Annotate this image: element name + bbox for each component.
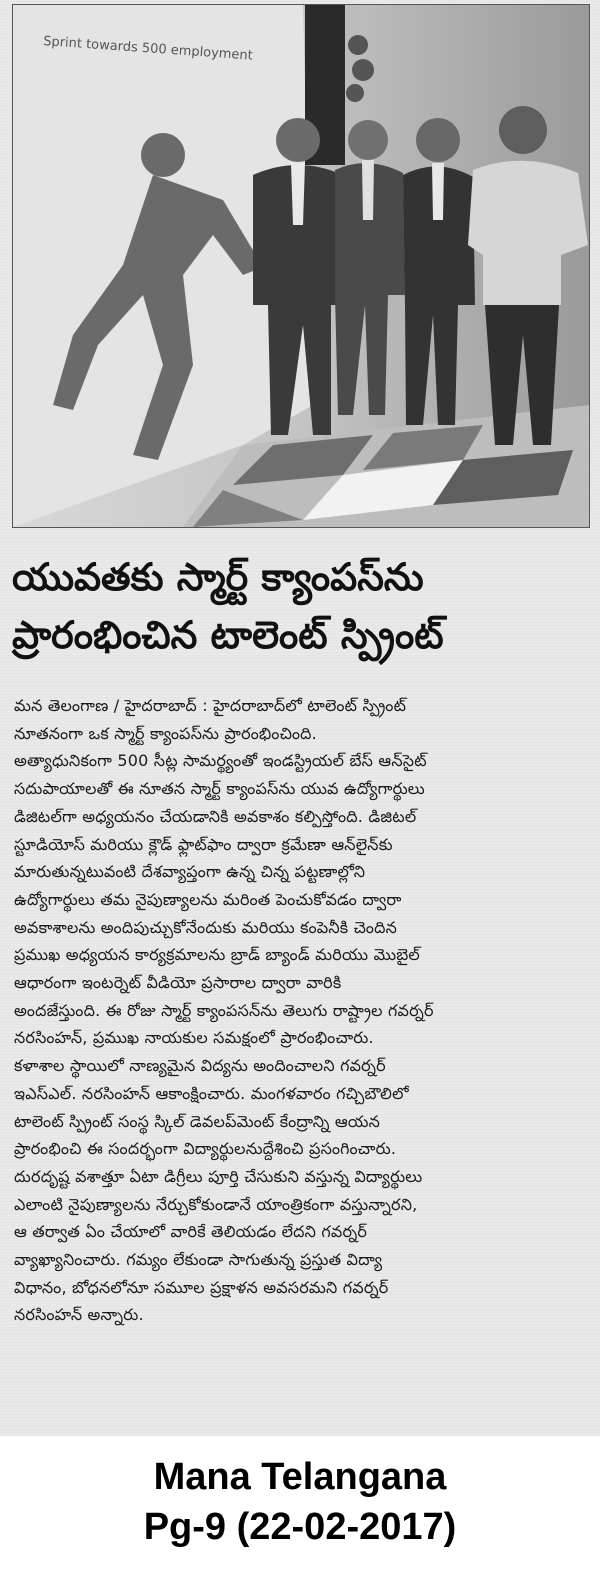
article-line: అత్యాధునికంగా 500 సీట్ల సామర్థ్యంతో ఇండస్ట్రియల్ బేస్ ఆన్‌సైట్ <box>14 751 427 771</box>
poster-text: Sprint towards 500 employment <box>42 34 254 64</box>
article-line: టాలెంట్ స్ప్రింట్ సంస్థ స్కిల్ డెవలప్‌మెంట్ కేంద్రాన్ని ఆయన <box>14 1111 381 1131</box>
article-line: కళాశాల స్థాయిలో నాణ్యమైన విద్యను అందించాలని గవర్నర్ <box>14 1056 386 1076</box>
article-line: ప్రముఖ అధ్యయన కార్యక్రమాలను బ్రాడ్ బ్యాండ్ మరియు మొబైల్ <box>14 945 420 965</box>
photo-illustration <box>13 5 589 527</box>
article-line: దురదృష్ట వశాత్తూ ఏటా డిగ్రీలు పూర్తి చేసుకుని వస్తున్న విద్యార్థులు <box>14 1166 423 1186</box>
headline <box>12 548 588 664</box>
article-line: ప్రారంభించి ఈ సందర్భంగా విద్యార్థులనుద్దేశించి ప్రసంగించారు. <box>14 1139 397 1159</box>
article-line: మారుతున్నటువంటి దేశవ్యాప్తంగా ఉన్న చిన్న పట్టణాల్లోని <box>14 862 366 882</box>
headline-line-1: యువతకు స్మార్ట్ క్యాంపస్‌ను <box>12 555 424 599</box>
source-caption <box>0 1452 600 1552</box>
article-line: డిజిటల్‌గా అధ్యయనం చేయడానికి అవకాశం కల్పిస్తోంది. డిజిటల్ <box>14 806 417 826</box>
article-line: ఆధారంగా ఇంటర్నెట్ వీడియో ప్రసారాల ద్వారా వారికి <box>14 973 342 993</box>
article-line: మన తెలంగాణ / హైదరాబాద్ : హైదరాబాద్‌లో టాలెంట్ స్ప్రింట్ <box>14 696 407 715</box>
article-line: ఎలాంటి నైపుణ్యాలను నేర్చుకోకుండానే యాంత్రికంగా వస్తున్నారని, <box>14 1194 418 1214</box>
article-line: నూతనంగా ఒక స్మార్ట్ క్యాంపస్‌ను ప్రారంభించింది. <box>14 723 317 743</box>
article-line: విధానం, బోధనలోనూ సమూల ప్రక్షాళన అవసరమని గవర్నర్ <box>14 1277 389 1297</box>
article-line: వ్యాఖ్యానించారు. గమ్యం లేకుండా సాగుతున్న ప్రస్తుత విద్యా <box>14 1250 383 1270</box>
publication-name: Mana Telangana <box>153 1456 447 1498</box>
news-photo <box>12 4 590 528</box>
page-and-date: Pg-9 (22-02-2017) <box>143 1506 457 1548</box>
headline-line-2: ప్రారంభించిన టాలెంట్ స్ప్రింట్ <box>12 613 444 657</box>
article-line: నరసింహన్, ప్రముఖ నాయకుల సమక్షంలో ప్రారంభించారు. <box>14 1028 374 1048</box>
article-line: స్టూడియోస్ మరియు క్లౌడ్ ఫ్లాట్‌ఫాం ద్వారా క్రమేణా ఆన్‌లైన్‌కు <box>14 834 393 854</box>
article-line: సదుపాయాలతో ఈ నూతన స్మార్ట్ క్యాంపస్‌ను యువ ఉద్యోగార్థులు <box>14 779 425 799</box>
article-body <box>14 692 588 1329</box>
article-line: నరసింహన్ అన్నారు. <box>14 1305 144 1325</box>
article-line: ఆ తర్వాత ఏం చేయాలో వారికే తెలియడం లేదని గవర్నర్ <box>14 1222 368 1242</box>
article-line: అందజేస్తుంది. ఈ రోజు స్మార్ట్ క్యాంపసన్‌ను తెలుగు రాష్ట్రాల గవర్నర్ <box>14 1000 434 1020</box>
article-line: ఉద్యోగార్థులు తమ నైపుణ్యాలను మరింత పెంచుకోవడం ద్వారా <box>14 889 402 909</box>
article-line: అవకాశాలను అందిపుచ్చుకోనేందుకు మరియు కంపెనీకి చెందిన <box>14 917 398 937</box>
article-line: ఇఎస్‌ఎల్. నరసింహన్ ఆకాంక్షించారు. మంగళవారం గచ్చిబౌలిలో <box>14 1083 409 1103</box>
